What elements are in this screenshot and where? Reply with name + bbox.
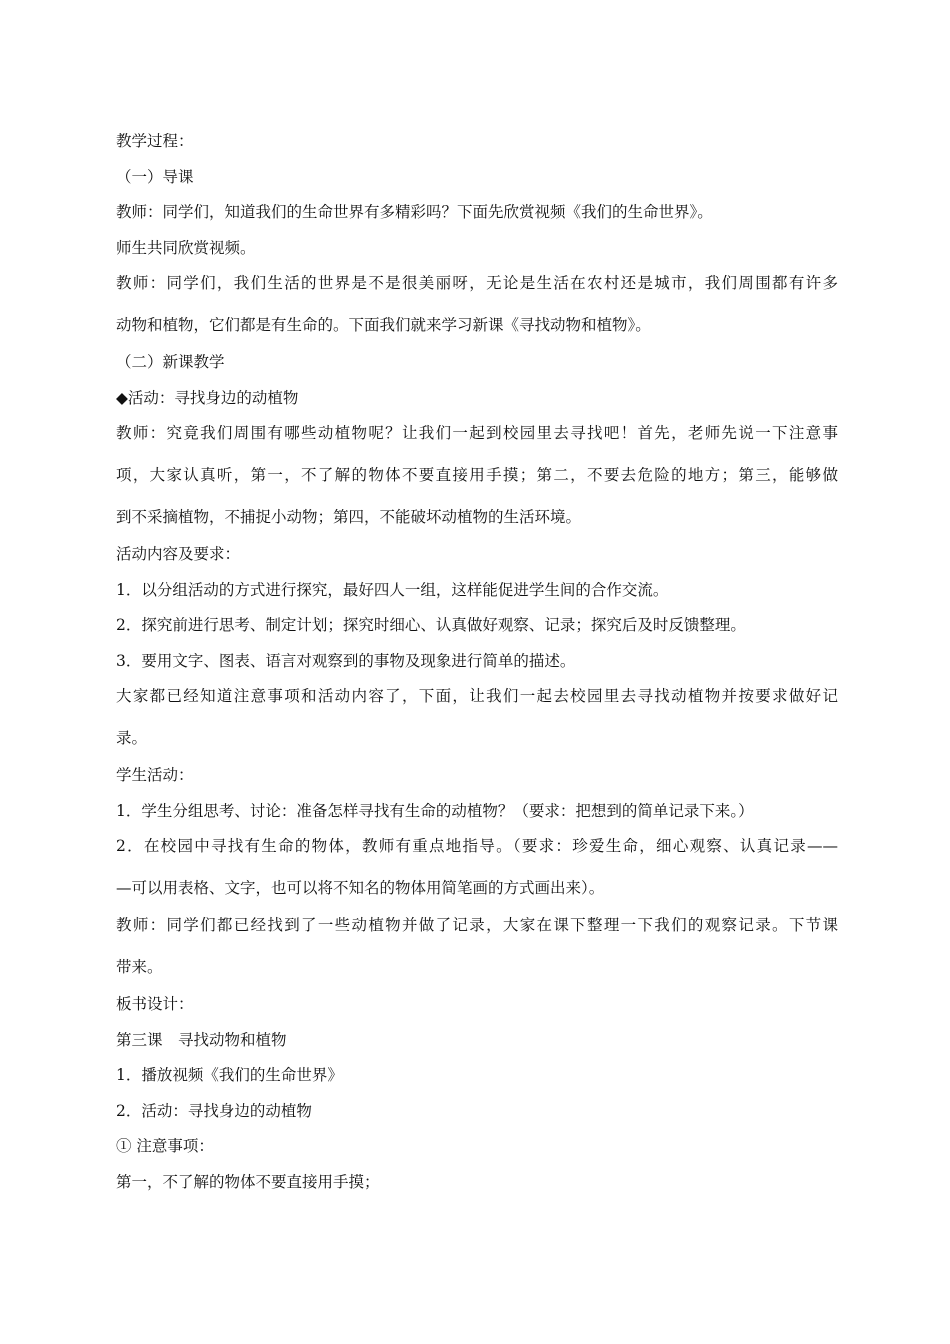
- list-item-line: 2．在校园中寻找有生命的物体，教师有重点地指导。（要求：珍爱生命，细心观察、认真记录——: [116, 837, 838, 855]
- subheading-activity-requirements: 活动内容及要求：: [116, 545, 241, 563]
- paragraph-line: 教师：同学们，我们生活的世界是不是很美丽呀，无论是生活在农村还是城市，我们周围都有许多: [116, 274, 838, 292]
- paragraph-line: 教师：同学们都已经找到了一些动植物并做了记录，大家在课下整理一下我们的观察记录。下节课: [116, 916, 838, 934]
- paragraph: 师生共同欣赏视频。: [116, 238, 256, 257]
- section-heading-intro: （一）导课: [116, 167, 194, 186]
- list-item: 1．以分组活动的方式进行探究，最好四人一组，这样能促进学生间的合作交流。: [116, 580, 669, 599]
- paragraph-line: 到不采摘植物，不捕捉小动物；第四，不能破坏动植物的生活环境。: [116, 508, 582, 526]
- board-lesson-title: 第三课 寻找动物和植物: [116, 1030, 287, 1049]
- paragraph-line: 动物和植物，它们都是有生命的。下面我们就来学习新课《寻找动物和植物》。: [116, 316, 651, 334]
- list-item: 2．活动：寻找身边的动植物: [116, 1101, 312, 1120]
- section-heading-new-lesson: （二）新课教学: [116, 353, 225, 371]
- list-item: 第一，不了解的物体不要直接用手摸；: [116, 1172, 380, 1191]
- paragraph: 教师：同学们，知道我们的生命世界有多精彩吗？下面先欣赏视频《我们的生命世界》。: [116, 203, 713, 221]
- activity-heading: ◆活动：寻找身边的动植物: [116, 388, 299, 407]
- document-body: [116, 124, 838, 1200]
- paragraph-line: 带来。: [116, 958, 163, 976]
- paragraph-line: 大家都已经知道注意事项和活动内容了，下面，让我们一起去校园里去寻找动植物并按要求做好记: [116, 687, 838, 705]
- subheading-student-activity: 学生活动：: [116, 766, 194, 784]
- list-item: 3．要用文字、图表、语言对观察到的事物及现象进行简单的描述。: [116, 651, 576, 670]
- list-item: 1．学生分组思考、讨论：准备怎样寻找有生命的动植物？（要求：把想到的简单记录下来。）: [116, 801, 754, 820]
- list-item-line: —可以用表格、文字，也可以将不知名的物体用简笔画的方式画出来）。: [116, 879, 605, 897]
- list-item: 2．探究前进行思考、制定计划；探究时细心、认真做好观察、记录；探究后及时反馈整理。: [116, 616, 746, 634]
- heading-teaching-process: 教学过程：: [116, 132, 194, 150]
- paragraph-line: 录。: [116, 729, 148, 747]
- list-item: 1．播放视频《我们的生命世界》: [116, 1066, 343, 1084]
- subheading-board-design: 板书设计：: [116, 995, 194, 1013]
- paragraph-line: 项，大家认真听，第一，不了解的物体不要直接用手摸；第二，不要去危险的地方；第三，能够做: [116, 466, 838, 484]
- paragraph-line: 教师：究竟我们周围有哪些动植物呢？让我们一起到校园里去寻找吧！首先，老师先说一下注意事: [116, 424, 838, 442]
- list-item: ① 注意事项：: [116, 1137, 214, 1155]
